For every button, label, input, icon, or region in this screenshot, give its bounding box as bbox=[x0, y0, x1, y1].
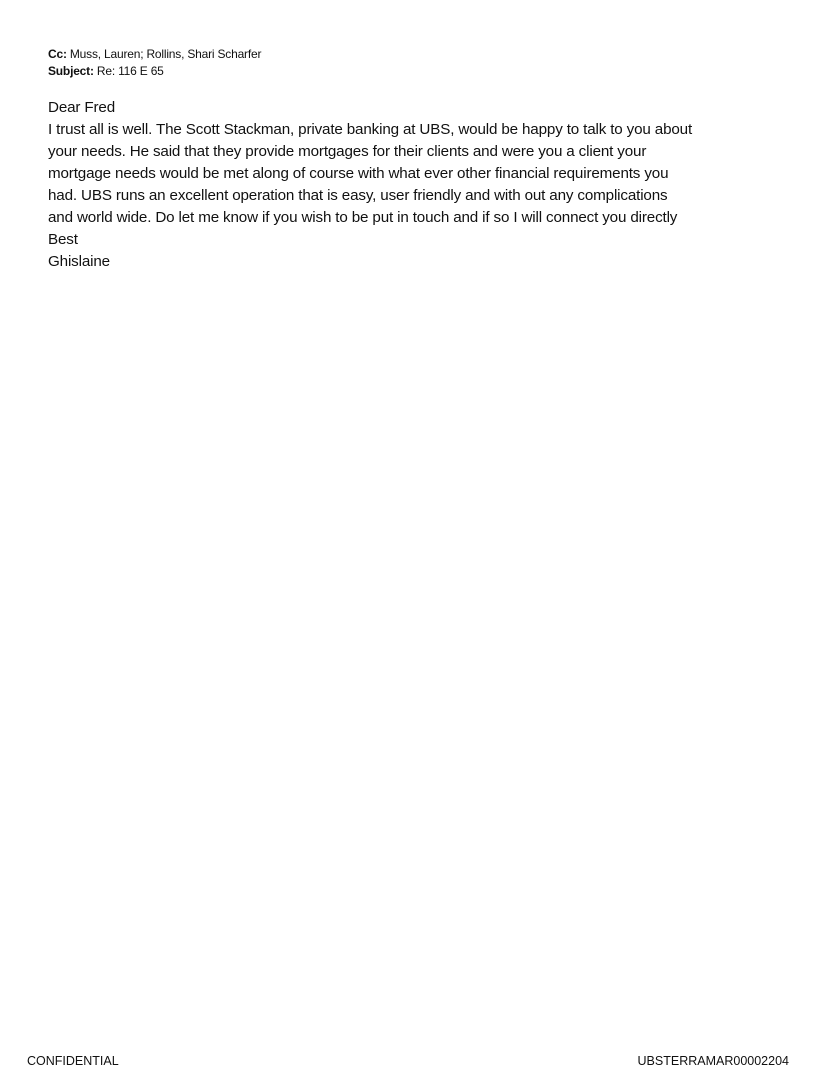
closing-line: Best bbox=[48, 231, 78, 248]
body-text-line: I trust all is well. The Scott Stackman, private banking at UBS, would be happy to talk to you about bbox=[48, 121, 693, 138]
cc-line bbox=[48, 46, 768, 63]
cc-value: Muss, Lauren; Rollins, Shari Scharfer bbox=[69, 47, 262, 61]
body-text-line: mortgage needs would be met along of course with what ever other financial requirements you bbox=[48, 165, 669, 182]
email-header bbox=[48, 46, 768, 80]
signature-name: Ghislaine bbox=[48, 253, 110, 270]
email-body bbox=[48, 97, 778, 273]
body-text-line: and world wide. Do let me know if you wish to be put in touch and if so I will connect you directly bbox=[48, 209, 678, 226]
confidential-label: CONFIDENTIAL bbox=[27, 1054, 119, 1068]
subject-label: Subject: bbox=[48, 64, 94, 78]
subject-value: Re: 116 E 65 bbox=[96, 64, 164, 78]
body-text-line: your needs. He said that they provide mortgages for their clients and were you a client your bbox=[48, 143, 647, 160]
body-text-line: had. UBS runs an excellent operation that is easy, user friendly and with out any complications bbox=[48, 187, 668, 204]
bates-number: UBSTERRAMAR00002204 bbox=[637, 1054, 789, 1068]
greeting-line: Dear Fred bbox=[48, 99, 116, 116]
subject-line bbox=[48, 63, 768, 80]
cc-label: Cc: bbox=[48, 47, 67, 61]
